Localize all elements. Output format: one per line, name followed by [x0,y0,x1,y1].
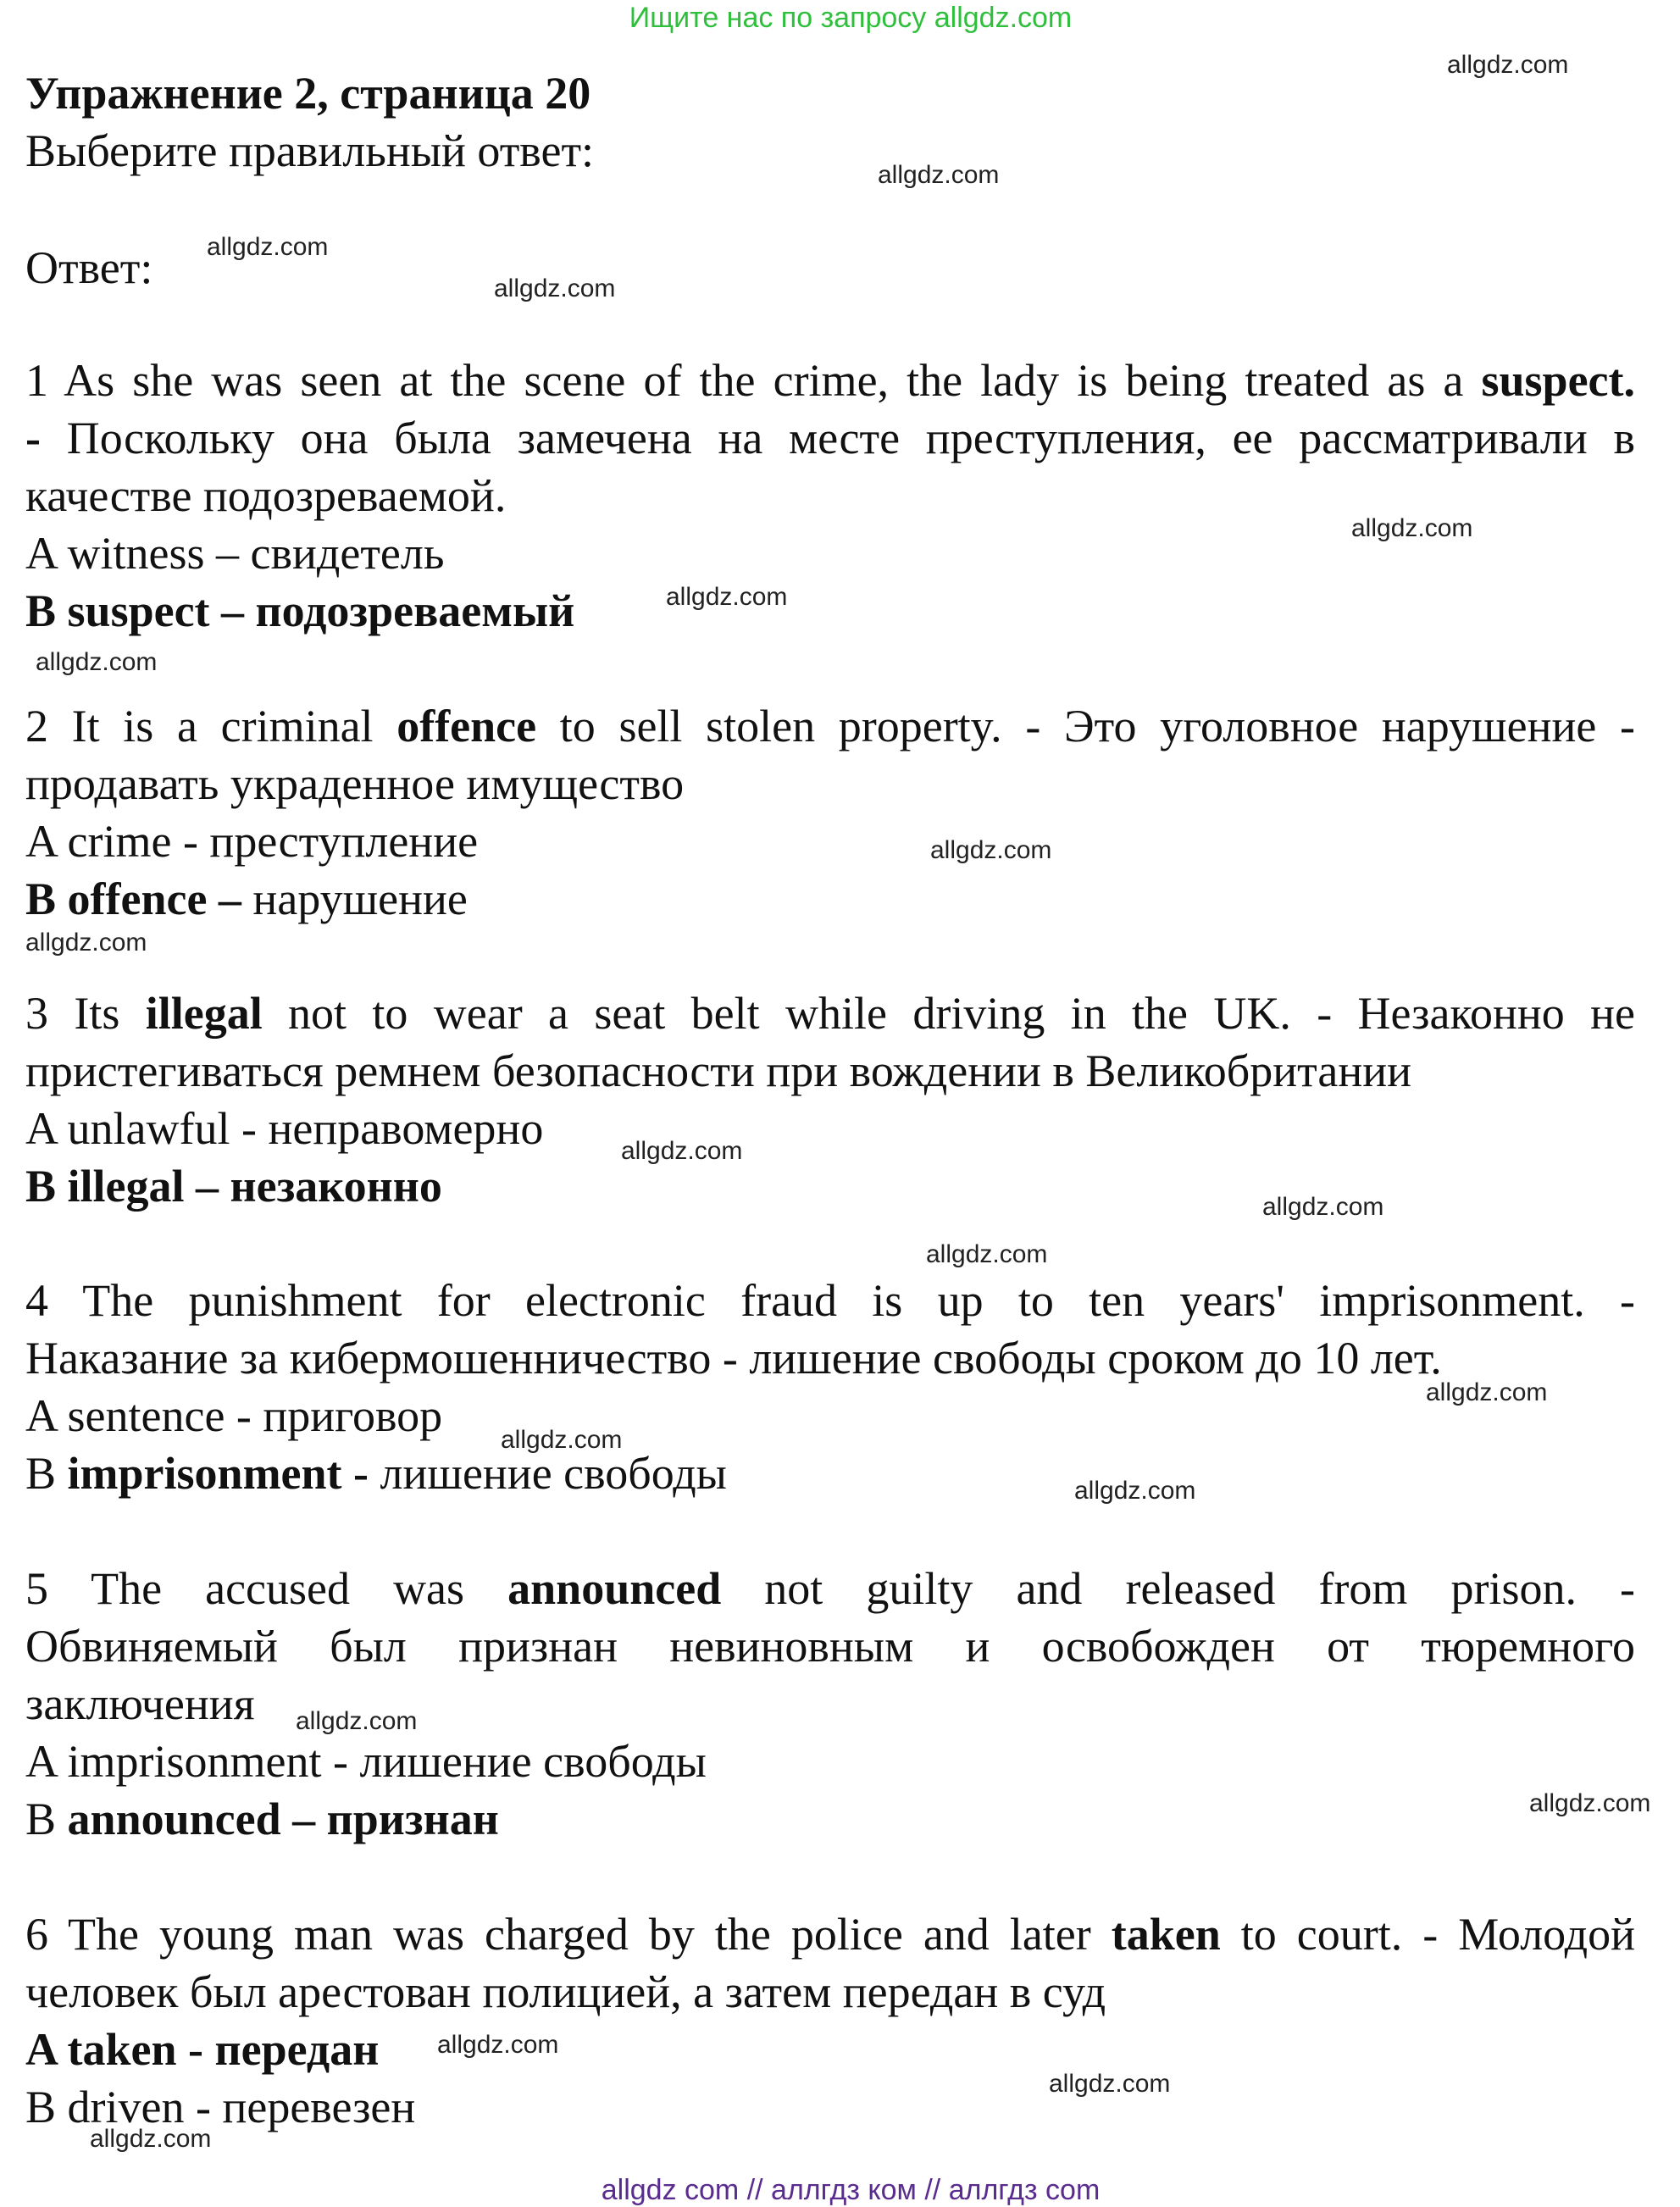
q6-text: 6 The young man was charged by the police and later [25,1909,1112,1960]
q1-option-a: A witness – свидетель [25,528,445,579]
watermark: allgdz.com [501,1426,623,1454]
footer-links[interactable]: allgdz com // аллгдз ком // аллгдз com [601,2174,1101,2206]
q1-option-b: B suspect – подозреваемый [25,585,575,636]
watermark: allgdz.com [1049,2070,1171,2098]
watermark: allgdz.com [666,583,788,611]
watermark: allgdz.com [207,233,329,261]
q2-option-a: A crime - преступление [25,816,479,867]
header-search-link[interactable]: Ищите нас по запросу allgdz.com [629,2,1073,34]
q1-keyword: suspect. [1481,355,1635,406]
watermark: allgdz.com [296,1707,418,1735]
q2-line-2: продавать украденное имущество [25,758,685,809]
watermark: allgdz.com [90,2125,212,2153]
answer-label: Ответ: [25,242,153,293]
q2-option-b [25,870,1635,928]
q4-line-1: 4 The punishment for electronic fraud is up to ten years' imprisonment. - [25,1275,1635,1326]
q2-line-1 [25,697,1635,755]
q4-option-b [25,1445,1635,1502]
q5-option-b [25,1790,1635,1848]
q6-option-a: A taken - передан [25,2024,380,2075]
watermark: allgdz.com [25,929,147,957]
q3-text: 3 Its [25,988,146,1039]
watermark: allgdz.com [1074,1477,1196,1505]
watermark: allgdz.com [1426,1378,1548,1406]
q4-option-b-translation: лишение свободы [369,1448,727,1499]
q6-keyword: taken [1111,1909,1221,1960]
q1-russian-line [25,409,1635,467]
instruction-text: Выберите правильный ответ: [25,125,595,176]
watermark: allgdz.com [1262,1193,1384,1221]
q2-keyword: offence [396,701,537,751]
q1-english-line [25,352,1635,409]
q6-line-1 [25,1905,1635,1963]
q6-text-end: to court. - Молодой [1220,1909,1635,1960]
q5-text: 5 The accused was [25,1563,508,1614]
q6-option-b: B driven - перевезен [25,2082,416,2132]
watermark: allgdz.com [926,1240,1048,1268]
q5-line-3: заключения [25,1678,255,1729]
watermark: allgdz.com [437,2031,559,2059]
q3-option-b: B illegal – незаконно [25,1161,442,1212]
q5-line-1 [25,1560,1635,1617]
q2-text-end: to sell stolen property. - Это уголовное нарушение - [536,701,1636,751]
exercise-title: Упражнение 2, страница 20 [25,68,591,119]
q3-text-end: not to wear a seat belt while driving in the UK. - Незаконно не [262,988,1635,1039]
watermark: allgdz.com [1351,514,1473,542]
q5-text-end: not guilty and released from prison. - [721,1563,1636,1614]
q2-text: 2 It is a criminal [25,701,397,751]
q3-keyword: illegal [145,988,263,1039]
watermark: allgdz.com [36,648,158,676]
q4-line-2: Наказание за кибермошенничество - лишение свободы сроком до 10 лет. [25,1333,1442,1384]
q1-russian-line-2: качестве подозреваемой. [25,470,507,521]
watermark: allgdz.com [1529,1789,1651,1817]
q5-option-b-word: announced – признан [67,1794,499,1844]
watermark: allgdz.com [930,836,1052,864]
q5-line-2: Обвиняемый был признан невиновным и освобожден от тюремного [25,1621,1635,1672]
q3-line-1 [25,984,1635,1042]
watermark: allgdz.com [1447,51,1569,79]
q5-option-a: A imprisonment - лишение свободы [25,1736,707,1787]
q2-option-b-word: B offence – [25,873,241,924]
watermark: allgdz.com [878,161,1000,189]
q1-translation: Поскольку она была замечена на месте преступления, ее рассматривали в [40,413,1635,463]
q6-line-2: человек был арестован полицией, а затем передан в суд [25,1966,1106,2017]
q3-option-a: A unlawful - неправомерно [25,1103,544,1154]
q2-option-b-translation: нарушение [241,873,468,924]
watermark: allgdz.com [621,1137,743,1165]
q4-option-b-word: imprisonment - [67,1448,369,1499]
q4-option-b-letter: B [25,1448,68,1499]
q3-line-2: пристегиваться ремнем безопасности при вождении в Великобритании [25,1045,1412,1096]
q4-option-a: A sentence - приговор [25,1390,443,1441]
q5-option-b-letter: B [25,1794,68,1844]
q1-dash: - [25,413,41,463]
q1-text: 1 As she was seen at the scene of the crime, the lady is being treated as a [25,355,1482,406]
q5-keyword: announced [507,1563,722,1614]
watermark: allgdz.com [494,274,616,302]
